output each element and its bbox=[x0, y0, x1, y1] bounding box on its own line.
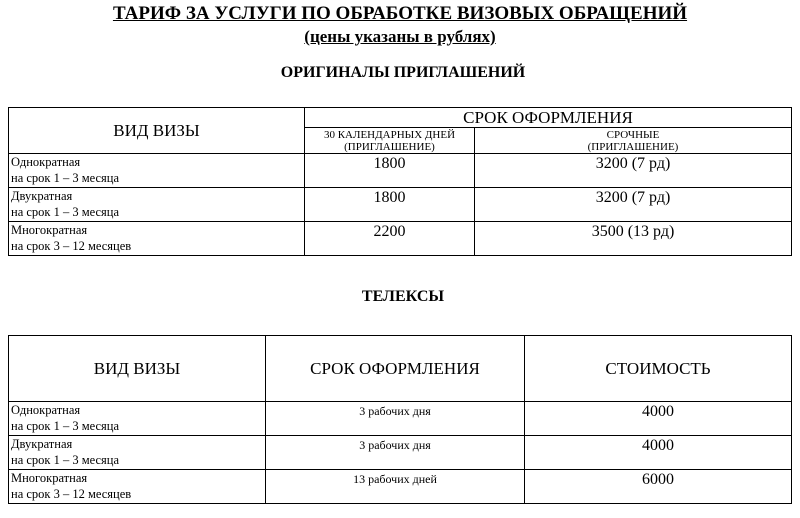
cost-value: 4000 bbox=[525, 436, 792, 470]
header-30-days-line1: 30 КАЛЕНДАРНЫХ ДНЕЙ bbox=[323, 128, 456, 141]
telexes-table bbox=[8, 335, 792, 504]
visa-type-name: Однократная bbox=[11, 403, 81, 417]
visa-type-duration: на срок 1 – 3 месяца bbox=[11, 205, 120, 219]
page-subtitle: (цены указаны в рублях) bbox=[304, 27, 496, 46]
header-30-days bbox=[305, 128, 475, 154]
processing-term: 3 рабочих дня bbox=[266, 436, 525, 470]
visa-type-duration: на срок 1 – 3 месяца bbox=[11, 453, 120, 467]
header-processing-time: СРОК ОФОРМЛЕНИЯ bbox=[305, 108, 792, 128]
header-urgent bbox=[475, 128, 792, 154]
standard-price: 2200 bbox=[305, 222, 475, 256]
table-row bbox=[9, 188, 792, 222]
standard-price: 1800 bbox=[305, 154, 475, 188]
table-row bbox=[9, 222, 792, 256]
visa-type-name: Двукратная bbox=[11, 189, 73, 203]
urgent-price: 3200 (7 рд) bbox=[475, 188, 792, 222]
cost-value: 4000 bbox=[525, 402, 792, 436]
header-cost: СТОИМОСТЬ bbox=[525, 336, 792, 402]
urgent-price: 3200 (7 рд) bbox=[475, 154, 792, 188]
visa-type-cell bbox=[9, 436, 266, 470]
visa-type-cell bbox=[9, 470, 266, 504]
telexes-section-title: ТЕЛЕКСЫ bbox=[361, 288, 445, 305]
table-row bbox=[9, 470, 792, 504]
table-row bbox=[9, 402, 792, 436]
standard-price: 1800 bbox=[305, 188, 475, 222]
visa-type-name: Двукратная bbox=[11, 437, 73, 451]
visa-type-cell bbox=[9, 222, 305, 256]
visa-type-name: Многократная bbox=[11, 223, 88, 237]
visa-type-duration: на срок 3 – 12 месяцев bbox=[11, 239, 132, 253]
processing-term: 13 рабочих дней bbox=[266, 470, 525, 504]
invitations-table bbox=[8, 107, 792, 256]
urgent-price: 3500 (13 рд) bbox=[475, 222, 792, 256]
visa-type-duration: на срок 3 – 12 месяцев bbox=[11, 487, 132, 501]
visa-type-name: Однократная bbox=[11, 155, 81, 169]
header-urgent-line1: СРОЧНЫЕ bbox=[606, 128, 660, 141]
processing-term: 3 рабочих дня bbox=[266, 402, 525, 436]
table-row bbox=[9, 436, 792, 470]
header-30-days-line2: (ПРИГЛАШЕНИЕ) bbox=[344, 140, 435, 153]
visa-type-cell bbox=[9, 402, 266, 436]
header-urgent-line2: (ПРИГЛАШЕНИЕ) bbox=[587, 140, 679, 153]
page-title: ТАРИФ ЗА УСЛУГИ ПО ОБРАБОТКЕ ВИЗОВЫХ ОБРАЩЕНИЙ bbox=[112, 3, 688, 24]
visa-type-cell bbox=[9, 154, 305, 188]
cost-value: 6000 bbox=[525, 470, 792, 504]
table-row bbox=[9, 154, 792, 188]
visa-type-cell bbox=[9, 188, 305, 222]
invitations-section-title: ОРИГИНАЛЫ ПРИГЛАШЕНИЙ bbox=[280, 64, 526, 81]
header-processing-time: СРОК ОФОРМЛЕНИЯ bbox=[266, 336, 525, 402]
visa-type-duration: на срок 1 – 3 месяца bbox=[11, 171, 120, 185]
visa-type-duration: на срок 1 – 3 месяца bbox=[11, 419, 120, 433]
header-visa-type: ВИД ВИЗЫ bbox=[9, 108, 305, 154]
visa-type-name: Многократная bbox=[11, 471, 88, 485]
header-visa-type: ВИД ВИЗЫ bbox=[9, 336, 266, 402]
